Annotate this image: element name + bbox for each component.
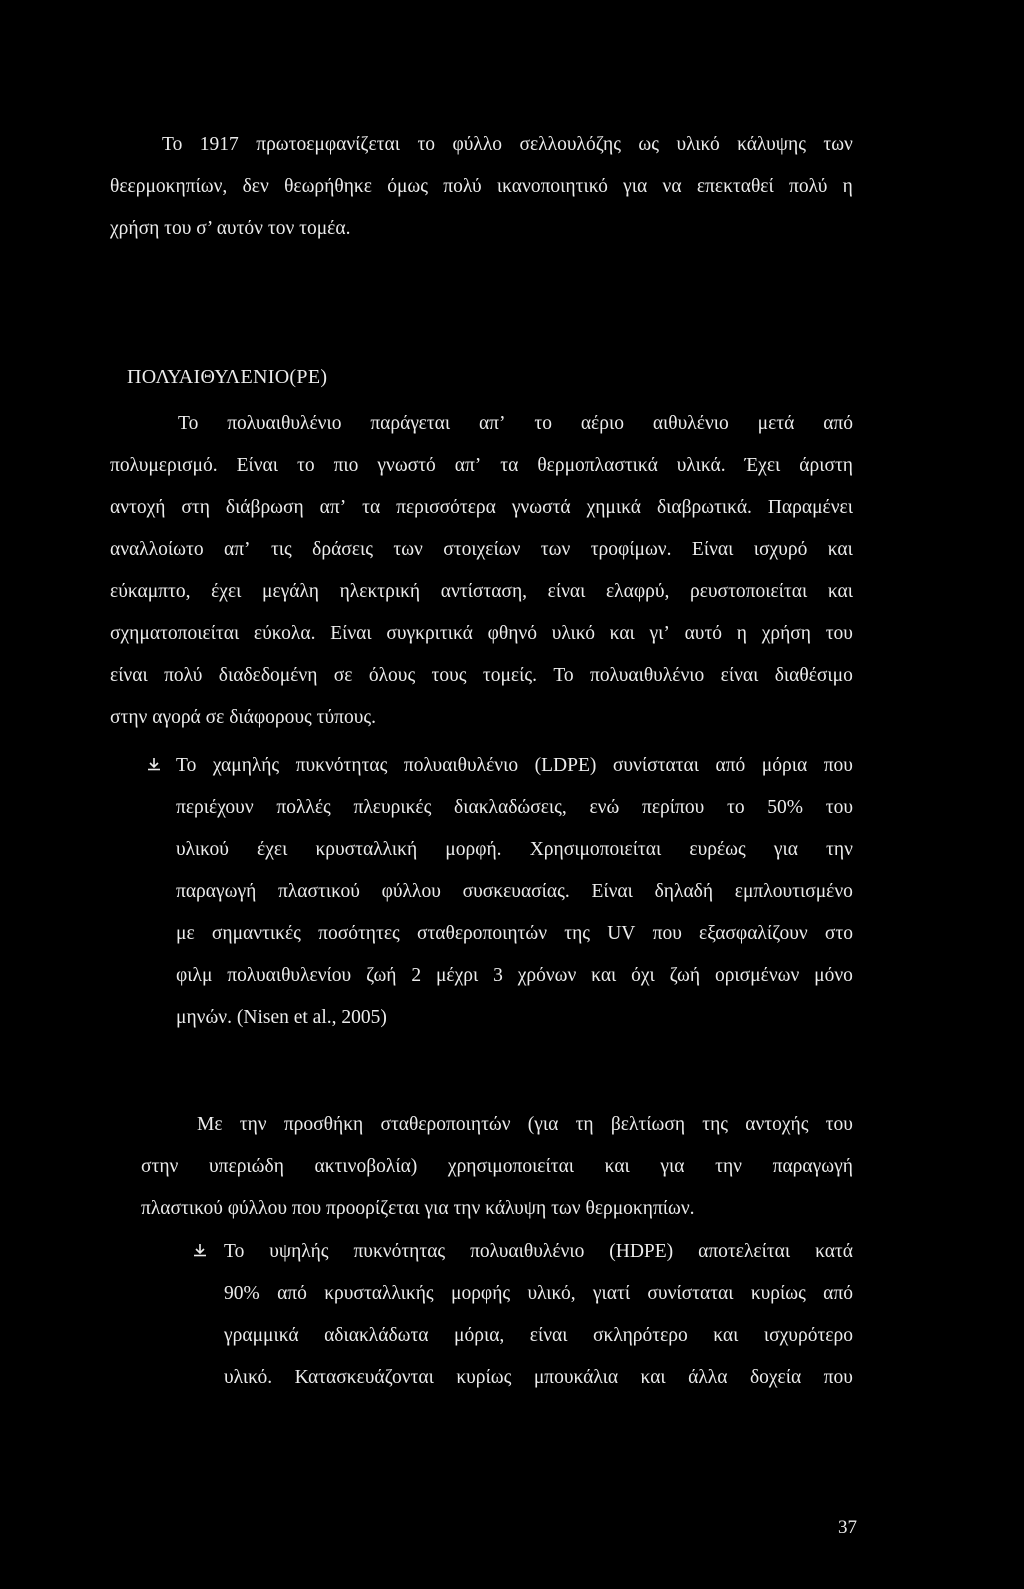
text-line: μηνών. (Nisen et al., 2005) bbox=[176, 1007, 387, 1028]
text-line: γραμμικά αδιακλάδωτα μόρια, είναι σκληρότερο και ισχυρότερο bbox=[224, 1325, 853, 1346]
text-line: είναι πολύ διαδεδομένη σε όλους τους τομείς. Το πολυαιθυλένιο είναι διαθέσιμο bbox=[110, 665, 853, 686]
text-line: στην αγορά σε διάφορους τύπους. bbox=[110, 707, 376, 728]
text-line: Το υψηλής πυκνότητας πολυαιθυλένιο (HDPE) αποτελείται κατά bbox=[224, 1241, 853, 1262]
text-line: Το χαμηλής πυκνότητας πολυαιθυλένιο (LDPE) συνίσταται από μόρια που bbox=[176, 755, 853, 776]
page-number: 37 bbox=[838, 1517, 857, 1538]
arrow-bullet-icon bbox=[147, 757, 161, 771]
text-line: Το πολυαιθυλένιο παράγεται απ’ το αέριο αιθυλένιο μετά από bbox=[178, 413, 853, 434]
text-line: με σημαντικές ποσότητες σταθεροποιητών της UV που εξασφαλίζουν στο bbox=[176, 923, 853, 944]
text-line: 90% από κρυσταλλικής μορφής υλικό, γιατί συνίσταται κυρίως από bbox=[224, 1283, 853, 1304]
text-line: στην υπεριώδη ακτινοβολία) χρησιμοποιείται και για την παραγωγή bbox=[141, 1156, 853, 1177]
text-line: Το 1917 πρωτοεμφανίζεται το φύλλο σελλουλόζης ως υλικό κάλυψης των bbox=[162, 134, 853, 155]
text-line: φιλμ πολυαιθυλενίου ζωή 2 μέχρι 3 χρόνων και όχι ζωή ορισμένων μόνο bbox=[176, 965, 853, 986]
arrow-bullet-icon bbox=[193, 1243, 207, 1257]
text-line: υλικό. Κατασκευάζονται κυρίως μπουκάλια και άλλα δοχεία που bbox=[224, 1367, 853, 1388]
text-line: αντοχή στη διάβρωση απ’ τα περισσότερα γνωστά χημικά διαβρωτικά. Παραμένει bbox=[110, 497, 853, 518]
text-line: υλικού έχει κρυσταλλική μορφή. Χρησιμοποιείται ευρέως για την bbox=[176, 839, 853, 860]
section-heading: ΠΟΛΥΑΙΘΥΛΕΝΙΟ(PE) bbox=[127, 366, 328, 388]
text-line: Με την προσθήκη σταθεροποιητών (για τη βελτίωση της αντοχής του bbox=[197, 1114, 853, 1135]
text-line: πολυμερισμό. Είναι το πιο γνωστό απ’ τα θερμοπλαστικά υλικά. Έχει άριστη bbox=[110, 455, 853, 476]
text-line: παραγωγή πλαστικού φύλλου συσκευασίας. Είναι δηλαδή εμπλουτισμένο bbox=[176, 881, 853, 902]
text-line: χρήση του σ’ αυτόν τον τομέα. bbox=[110, 218, 351, 239]
text-line: θεερμοκηπίων, δεν θεωρήθηκε όμως πολύ ικανοποιητικό για να επεκταθεί πολύ η bbox=[110, 176, 853, 197]
text-line: αναλλοίωτο απ’ τις δράσεις των στοιχείων των τροφίμων. Είναι ισχυρό και bbox=[110, 539, 853, 560]
text-line: περιέχουν πολλές πλευρικές διακλαδώσεις, ενώ περίπου το 50% του bbox=[176, 797, 853, 818]
text-line: εύκαμπτο, έχει μεγάλη ηλεκτρική αντίσταση, είναι ελαφρύ, ρευστοποιείται και bbox=[110, 581, 853, 602]
text-line: σχηματοποιείται εύκολα. Είναι συγκριτικά φθηνό υλικό και γι’ αυτό η χρήση του bbox=[110, 623, 853, 644]
text-line: πλαστικού φύλλου που προορίζεται για την κάλυψη των θερμοκηπίων. bbox=[141, 1198, 695, 1219]
